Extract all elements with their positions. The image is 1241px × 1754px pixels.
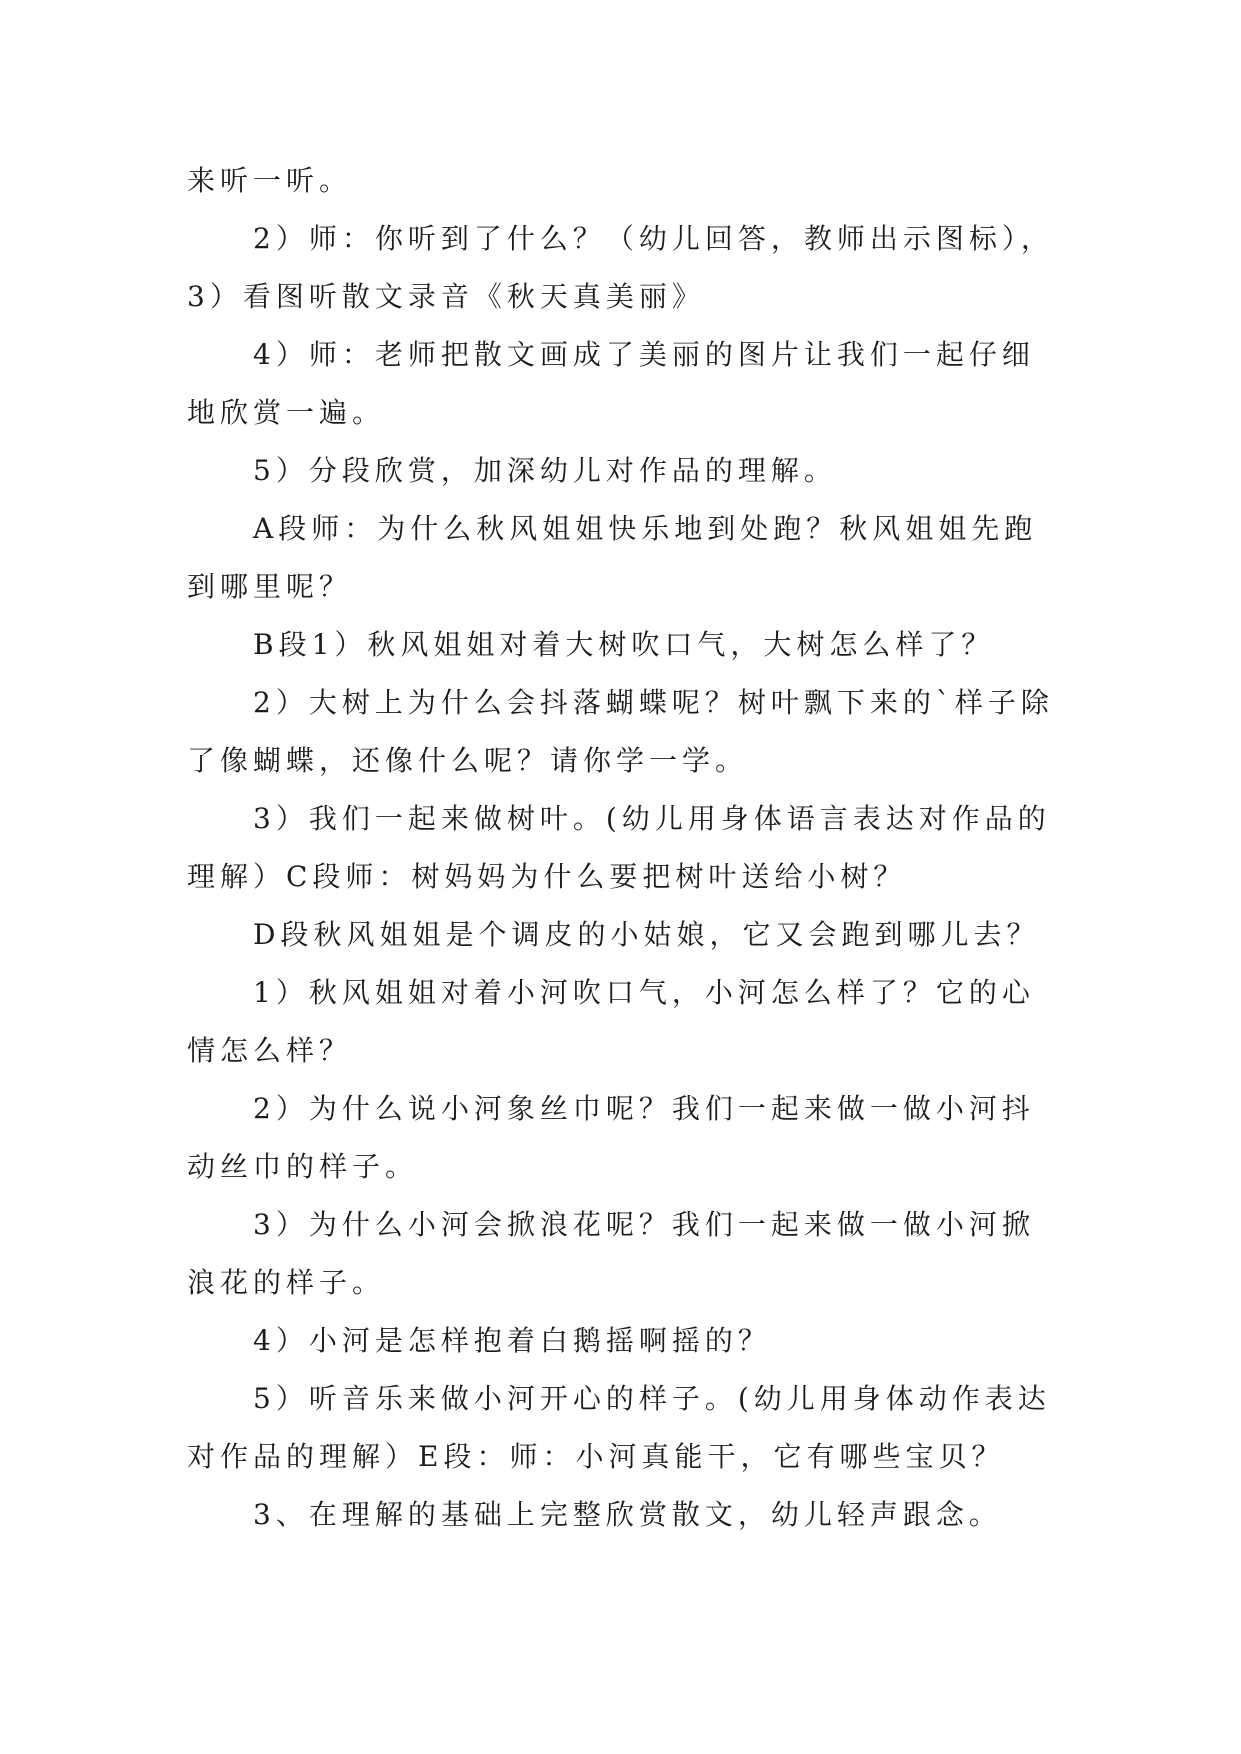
document-body bbox=[187, 152, 1097, 1544]
paragraph bbox=[187, 1486, 1097, 1544]
text-line: 理解）C段师：树妈妈为什么要把树叶送给小树？ bbox=[187, 860, 907, 893]
text-line: 4）师：老师把散文画成了美丽的图片让我们一起仔细 bbox=[253, 338, 1035, 371]
paragraph bbox=[187, 1196, 1097, 1312]
text-line: A段师：为什么秋风姐姐快乐地到处跑？秋风姐姐先跑 bbox=[253, 512, 1038, 545]
text-line: 3）我们一起来做树叶。(幼儿用身体语言表达对作品的 bbox=[253, 802, 1051, 835]
text-line: 地欣赏一遍。 bbox=[187, 396, 386, 429]
text-line: 2）师：你听到了什么？（幼儿回答，教师出示图标）， bbox=[253, 222, 1054, 255]
text-line: 2）为什么说小河象丝巾呢？我们一起来做一做小河抖 bbox=[253, 1092, 1035, 1125]
paragraph bbox=[187, 790, 1097, 906]
text-line: 动丝巾的样子。 bbox=[187, 1150, 419, 1183]
paragraph bbox=[187, 326, 1097, 442]
text-line: D段秋风姐姐是个调皮的小姑娘，它又会跑到哪儿去？ bbox=[253, 918, 1040, 951]
text-line: B段1）秋风姐姐对着大树吹口气，大树怎么样了？ bbox=[253, 628, 995, 661]
text-line: 来听一听。 bbox=[187, 164, 353, 197]
paragraph bbox=[187, 1312, 1097, 1370]
paragraph bbox=[187, 616, 1097, 674]
text-line: 5）听音乐来做小河开心的样子。(幼儿用身体动作表达 bbox=[253, 1382, 1051, 1415]
text-line: 浪花的样子。 bbox=[187, 1266, 386, 1299]
text-line: 3、在理解的基础上完整欣赏散文，幼儿轻声跟念。 bbox=[253, 1498, 1002, 1531]
text-line: 3）为什么小河会掀浪花呢？我们一起来做一做小河掀 bbox=[253, 1208, 1035, 1241]
paragraph bbox=[187, 500, 1097, 616]
text-line: 情怎么样？ bbox=[187, 1034, 353, 1067]
text-line: 5）分段欣赏，加深幼儿对作品的理解。 bbox=[253, 454, 837, 487]
text-line: 对作品的理解）E段：师：小河真能干，它有哪些宝贝？ bbox=[187, 1440, 1005, 1473]
text-line: 3）看图听散文录音《秋天真美丽》 bbox=[187, 280, 705, 313]
text-line: 1）秋风姐姐对着小河吹口气，小河怎么样了？它的心 bbox=[253, 976, 1035, 1009]
paragraph bbox=[187, 210, 1097, 326]
paragraph bbox=[187, 152, 1097, 210]
text-line: 到哪里呢？ bbox=[187, 570, 353, 603]
paragraph bbox=[187, 1080, 1097, 1196]
text-line: 2）大树上为什么会抖落蝴蝶呢？树叶飘下来的`样子除 bbox=[253, 686, 1054, 719]
text-line: 4）小河是怎样抱着白鹅摇啊摇的？ bbox=[253, 1324, 771, 1357]
paragraph bbox=[187, 964, 1097, 1080]
text-line: 了像蝴蝶，还像什么呢？请你学一学。 bbox=[187, 744, 749, 777]
paragraph bbox=[187, 674, 1097, 790]
paragraph bbox=[187, 1370, 1097, 1486]
paragraph bbox=[187, 442, 1097, 500]
paragraph bbox=[187, 906, 1097, 964]
